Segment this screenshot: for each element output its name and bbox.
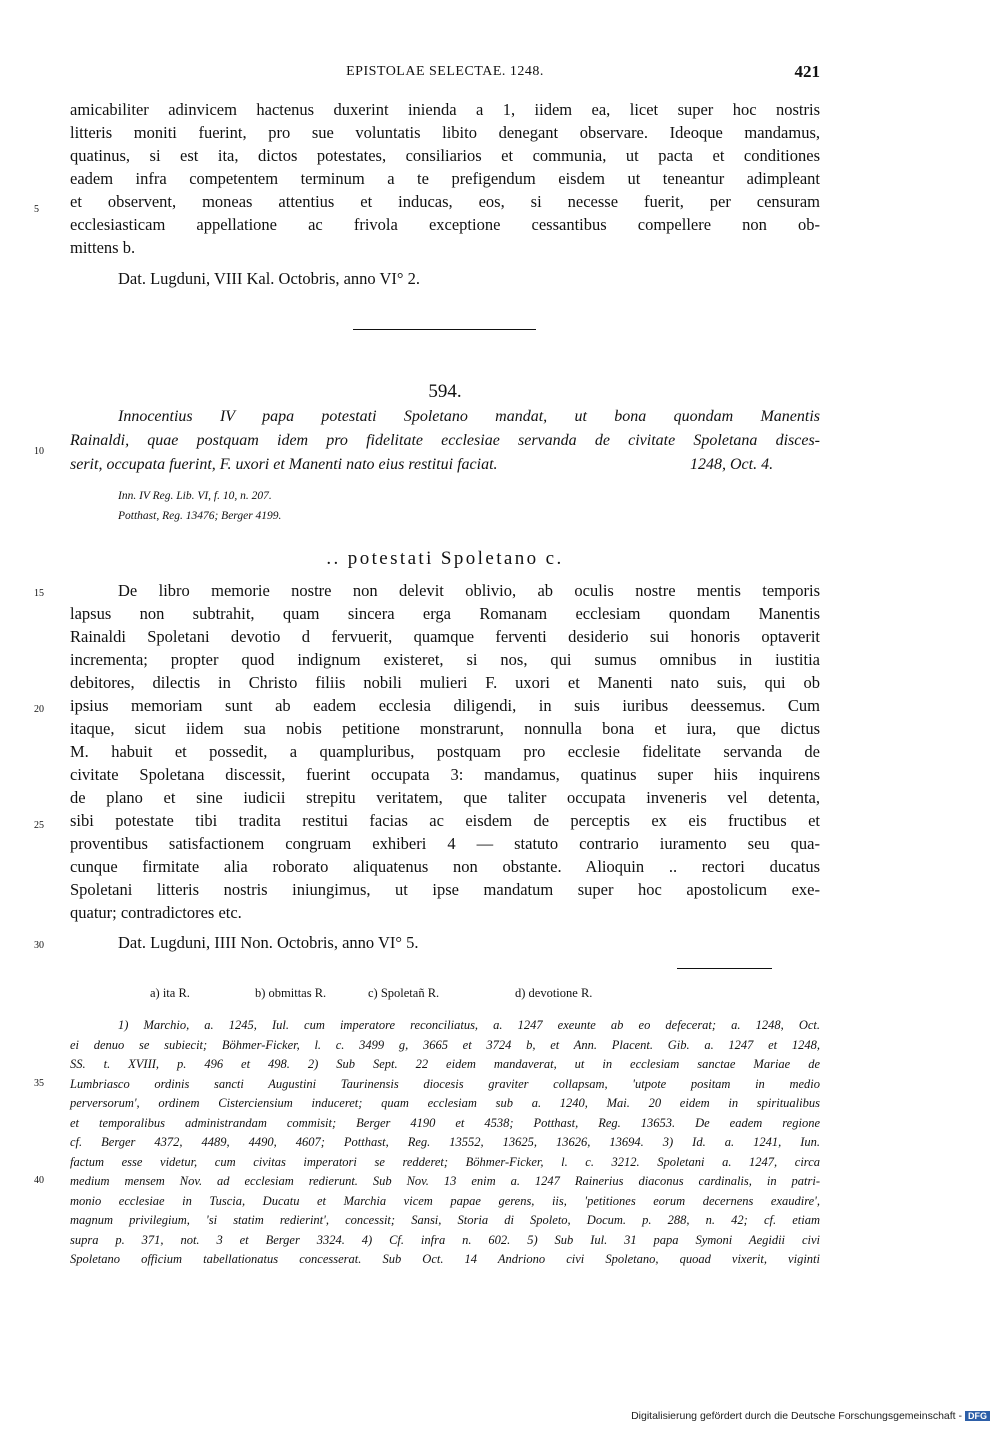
text-line: amicabiliter adinvicem hactenus duxerint inienda a 1, iidem ea, licet super hoc nostris (70, 100, 820, 119)
summary-date: 1248, Oct. 4. (690, 456, 774, 473)
line-number: 5 (34, 204, 39, 215)
footer-text: Digitalisierung gefördert durch die Deutsche Forschungsgemeinschaft - (631, 1410, 962, 1422)
footnote-line: ei denuo se subiecit; Böhmer-Ficker, l. c. 3499 g, 3665 et 3724 b, et Ann. Placent. Gib. a. 1247 et 1248, (70, 1037, 820, 1052)
footnote-line: factum esse videtur, cum civitas imperatori se redderet; Böhmer-Ficker, l. c. 3212. Spoletani a. 1247, circa (70, 1154, 820, 1169)
footnote-line: medium mensem Nov. ad ecclesiam redierunt. Sub Nov. 13 enim a. 1247 Rainerius diaconus cardinalis, in patri- (70, 1174, 820, 1188)
note-divider (677, 968, 772, 969)
footnote-line: cf. Berger 4372, 4489, 4490, 4607; Potthast, Reg. 13552, 13625, 13626, 13694. 3) Id. a. 1241, Iun. (70, 1135, 820, 1149)
text-line: litteris moniti fuerint, pro sue voluntatis libito denegant observare. Ideoque mandamus, (70, 123, 820, 142)
body-line: civitate Spoletana discessit, fuerint occupata 3: mandamus, quatinus super hiis inquirens (70, 765, 820, 784)
summary-line: serit, occupata fuerint, F. uxori et Manenti nato eius restitui faciat. (70, 456, 498, 473)
page-number: 421 (794, 62, 820, 81)
body-line: ipsius memoriam sunt ab eadem ecclesia diligendi, in suis iuribus deessemus. Cum (70, 696, 820, 715)
body-line: quatur; contradictores etc. (70, 903, 242, 922)
body-line: lapsus non subtrahit, quam sincera erga Romanam ecclesiam quondam Manentis (70, 604, 820, 623)
line-number: 35 (34, 1078, 44, 1089)
body-line: Rainaldi Spoletani devotio d fervuerit, quamque ferventi desiderio sui honoris optaverit (70, 627, 820, 646)
register-reference: Inn. IV Reg. Lib. VI, f. 10, n. 207. (118, 490, 272, 502)
line-number: 10 (34, 446, 44, 457)
text-line: eadem infra competentem terminum a te prefigendum eisdem ut teneantur adimpleant (70, 169, 820, 188)
summary-line: Rainaldi, quae postquam idem pro fidelitate ecclesiae servanda de civitate Spoletana disces- (70, 432, 820, 449)
address-line: .. potestati Spoletano c. (326, 548, 564, 569)
body-line: de plano et sine iudicii strepitu veritatem, que taliter occupata inveneris vel detenta, (70, 788, 820, 807)
text-line: et observent, moneas attentius et inducas, eos, si necesse fuerit, per censuram (70, 192, 820, 211)
footnote-line: et temporalibus administrandam commisit; Berger 4190 et 4538; Potthast, Reg. 13653. De eadem regione (70, 1115, 820, 1130)
line-number: 15 (34, 588, 44, 599)
variant-note: a) ita R. (150, 986, 190, 1000)
footnote-line: perversorum', ordinem Cisterciensium induceret; quam ecclesiam sub a. 1240, Mai. 20 eidem in spiritualibus (70, 1096, 820, 1110)
line-number: 25 (34, 820, 44, 831)
line-number: 40 (34, 1175, 44, 1186)
body-line: proventibus satisfactionem congruam exhiberi 4 — statuto contrario iuramento seu qua- (70, 834, 820, 853)
body-line: itaque, sicut iidem sua nobis petitione monstrarunt, nonnulla bona et iura, que dictus (70, 719, 820, 738)
running-title: EPISTOLAE SELECTAE. 1248. (346, 64, 544, 79)
footnote-line: Lumbriasco ordinis sancti Augustini Taurinensis diocesis graviter collapsam, 'utpote positam in medio (70, 1076, 820, 1091)
potthast-reference: Potthast, Reg. 13476; Berger 4199. (118, 510, 282, 522)
summary-line: Innocentius IV papa potestati Spoletano mandat, ut bona quondam Manentis (118, 408, 820, 425)
text-line: quatinus, si est ita, dictos potestates, consiliarios et communia, ut pacta et conditiones (70, 146, 820, 165)
line-number: 30 (34, 940, 44, 951)
variant-notes (150, 986, 750, 1004)
body-line: sibi potestate tibi tradita restitui facias ac eisdem de perceptis ex eis fructibus et (70, 811, 820, 830)
dating-clause: Dat. Lugduni, VIII Kal. Octobris, anno VI° 2. (118, 269, 421, 288)
body-line: incrementa; propter quod indignum existeret, si nos, qui sumus omnibus in iustitia (70, 650, 820, 669)
line-number: 20 (34, 704, 44, 715)
body-line: Spoletani litteris nostris iniungimus, ut ipse mandatum super hoc apostolicum exe- (70, 880, 820, 899)
digitization-footer (631, 1410, 990, 1422)
running-header (70, 62, 820, 82)
variant-note: c) Spoletañ R. (368, 986, 440, 1000)
footnote-line: magnum privilegium, 'si statim redierint', concessit; Sansi, Storia di Spoleto, Docum. p. 288, n. 42; cf. etiam (70, 1213, 820, 1227)
document-number: 594. (428, 381, 462, 402)
body-line: cunque firmitate alia roborato aliquatenus non obstante. Alioquin .. rectori ducatus (70, 857, 820, 876)
footnote-line: SS. t. XVIII, p. 496 et 498. 2) Sub Sept. 22 eidem mandaverat, ut in ecclesiam sanctae Mariae de (70, 1057, 820, 1071)
body-line: debitores, dilectis in Christo filiis nobili mulieri F. uxori et Manenti nato suis, qui ob (70, 673, 820, 692)
dfg-logo: DFG (965, 1411, 990, 1421)
footnote-line: supra p. 371, not. 3 et Berger 3324. 4) Cf. infra n. 602. 5) Sub Iul. 31 papa Symoni Aegidii civi (70, 1232, 820, 1247)
body-line: M. habuit et possedit, a quampluribus, postquam pro ecclesie fidelitate servanda de (70, 742, 820, 761)
body-line: De libro memorie nostre non delevit oblivio, ab oculis nostre mentis temporis (118, 581, 820, 600)
text-line: mittens b. (70, 238, 136, 257)
text-line: ecclesiasticam appellatione ac frivola exceptione cessantibus compellere non ob- (70, 215, 820, 234)
variant-note: b) obmittas R. (255, 986, 327, 1000)
footnote-line: Spoletano officium tabellationatus concesserat. Sub Oct. 14 Andriono civi Spoletano, quoad vixerit, viginti (70, 1252, 820, 1266)
dating-clause: Dat. Lugduni, IIII Non. Octobris, anno VI° 5. (118, 933, 419, 952)
footnote-line: monio ecclesiae in Tuscia, Ducatu et Marchia vicem papae gerens, iis, 'petitiones eorum decernens exaudire', (70, 1193, 820, 1208)
variant-note: d) devotione R. (515, 986, 593, 1000)
footnote-line: 1) Marchio, a. 1245, Iul. cum imperatore reconciliatus, a. 1247 exeunte ab eo defecerat; a. 1248, Oct. (118, 1018, 820, 1032)
section-divider (353, 329, 536, 330)
